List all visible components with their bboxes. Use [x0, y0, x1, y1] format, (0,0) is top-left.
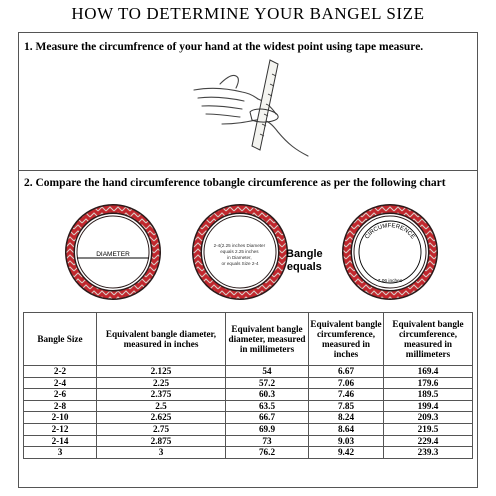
- note-line-4: or equals Size 2-4: [221, 261, 259, 266]
- bangle-diameter: [70, 209, 156, 295]
- cell: 9.03: [309, 435, 384, 447]
- bangle-size-table: [23, 312, 473, 459]
- cell: 7.46: [309, 389, 384, 401]
- table-row: [24, 366, 473, 378]
- cell: 2.625: [97, 412, 226, 424]
- cell: 2.25: [97, 377, 226, 389]
- table-row: [24, 412, 473, 424]
- cell: 60.3: [226, 389, 309, 401]
- header-bangle-size: Bangle Size: [24, 313, 97, 366]
- bangle-equals-note: [286, 248, 323, 274]
- cell: 54: [226, 366, 309, 378]
- table-row: [24, 423, 473, 435]
- section-divider: [18, 170, 478, 171]
- hand-tape-illustration: [180, 54, 320, 164]
- cell: 7.85: [309, 400, 384, 412]
- cell: 3: [97, 447, 226, 459]
- cell: 239.3: [384, 447, 473, 459]
- cell: 8.24: [309, 412, 384, 424]
- table-row: [24, 389, 473, 401]
- cell: 229.4: [384, 435, 473, 447]
- table-row: [24, 400, 473, 412]
- cell: 2.375: [97, 389, 226, 401]
- cell: 189.5: [384, 389, 473, 401]
- header-circumference-mm: Equivalent bangle circumference, measured in millimeters: [384, 313, 473, 366]
- bangle-size-note: [197, 209, 283, 295]
- cell: 169.4: [384, 366, 473, 378]
- table-row: [24, 435, 473, 447]
- cell: 209.3: [384, 412, 473, 424]
- cell: 73: [226, 435, 309, 447]
- note-line-2: equals 2.25 inches: [220, 249, 259, 254]
- note-line-1: 2-4(2.25 inches Diameter: [213, 243, 266, 248]
- cell: 2-4: [24, 377, 97, 389]
- cell: 179.6: [384, 377, 473, 389]
- bangle-word: Bangle: [286, 248, 323, 260]
- cell: 69.9: [226, 423, 309, 435]
- circumference-value: 7.06 inches: [377, 279, 403, 284]
- header-diameter-mm: Equivalent bangle diameter, measured in millimeters: [226, 313, 309, 366]
- cell: 7.06: [309, 377, 384, 389]
- table-header-row: [24, 313, 473, 366]
- cell: 2.75: [97, 423, 226, 435]
- cell: 6.67: [309, 366, 384, 378]
- cell: 2-14: [24, 435, 97, 447]
- cell: 2.5: [97, 400, 226, 412]
- cell: 2-6: [24, 389, 97, 401]
- table-row: [24, 377, 473, 389]
- cell: 76.2: [226, 447, 309, 459]
- circumference-label: CIRCUMFERENCE: [364, 223, 416, 241]
- cell: 63.5: [226, 400, 309, 412]
- bangle-diagrams: [18, 200, 478, 304]
- equals-word: equals: [286, 261, 322, 273]
- bangle-circumference: [347, 209, 433, 295]
- step-1-text: 1. Measure the circumfrence of your hand at the widest point using tape measure.: [24, 41, 424, 53]
- cell: 2-8: [24, 400, 97, 412]
- diameter-label: DIAMETER: [96, 251, 130, 258]
- cell: 2.875: [97, 435, 226, 447]
- cell: 2-10: [24, 412, 97, 424]
- cell: 2.125: [97, 366, 226, 378]
- cell: 219.5: [384, 423, 473, 435]
- table-row: [24, 447, 473, 459]
- cell: 2-12: [24, 423, 97, 435]
- note-line-3: in Diameter,: [227, 255, 252, 260]
- header-circumference-inches: Equivalent bangle circumference, measured in inches: [309, 313, 384, 366]
- cell: 57.2: [226, 377, 309, 389]
- header-diameter-inches: Equivalent bangle diameter, measured in inches: [97, 313, 226, 366]
- tape-measure: [252, 60, 278, 150]
- cell: 199.4: [384, 400, 473, 412]
- cell: 2-2: [24, 366, 97, 378]
- cell: 3: [24, 447, 97, 459]
- cell: 8.64: [309, 423, 384, 435]
- cell: 66.7: [226, 412, 309, 424]
- page-title: HOW TO DETERMINE YOUR BANGEL SIZE: [71, 4, 425, 23]
- cell: 9.42: [309, 447, 384, 459]
- step-2-text: 2. Compare the hand circumference tobangle circumference as per the following chart: [24, 177, 446, 189]
